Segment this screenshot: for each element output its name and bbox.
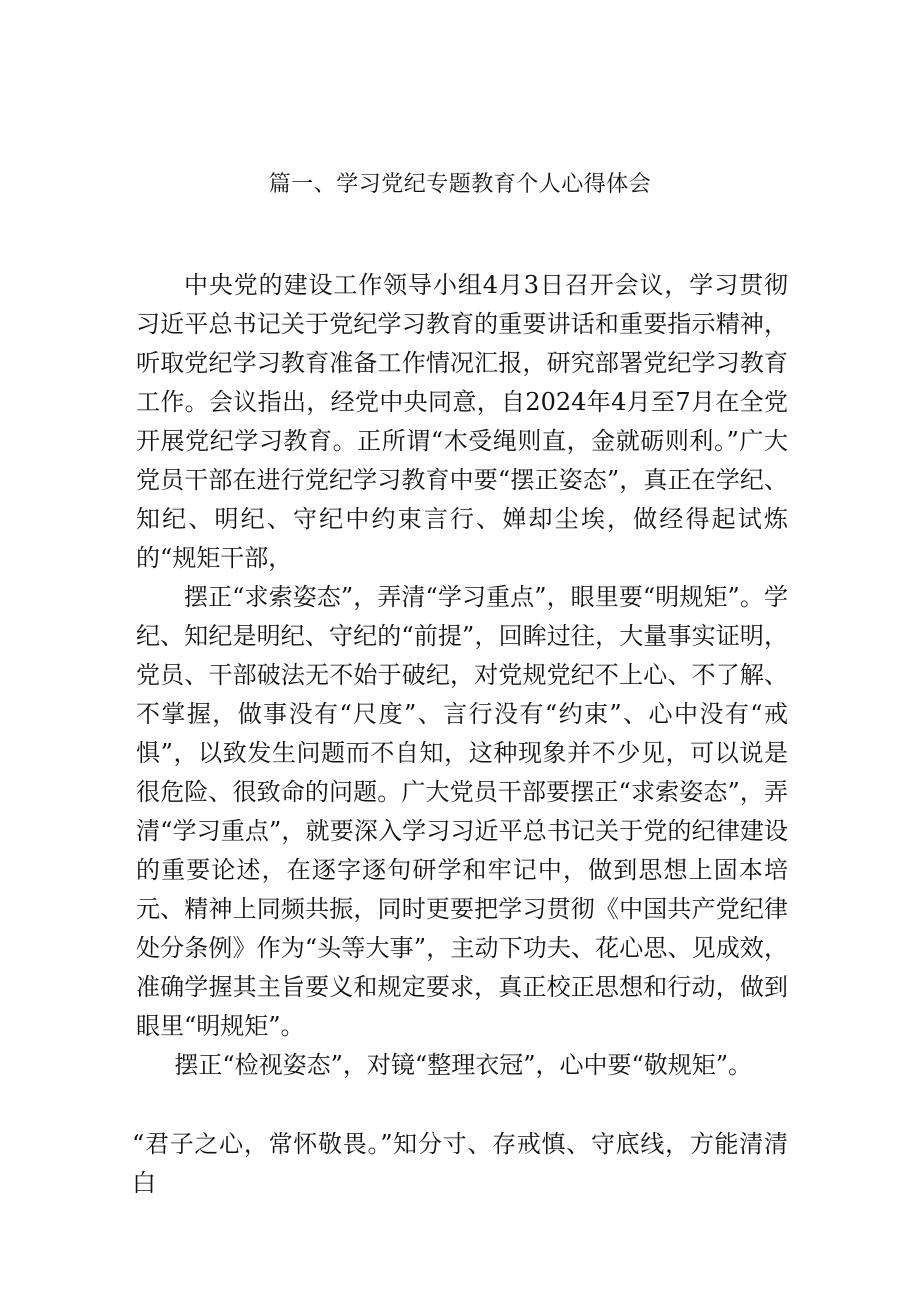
paragraph-gentleman-quote: “君子之心，常怀敬畏。”知分寸、存戒慎、守底线，方能清清白 [132, 1130, 788, 1197]
paragraph-inspection-attitude: 摆正“检视姿态”，对镜“整理衣冠”，心中要“敬规矩”。 [174, 1051, 753, 1079]
document-body [132, 266, 788, 1203]
paragraph-seeking-attitude: 摆正“求索姿态”，弄清“学习重点”，眼里要“明规矩”。学纪、知纪是明纪、守纪的“前提”，回眸过往，大量事实证明，党员、干部破法无不始于破纪，对党规党纪不上心、不了解、不掌握，做事没有“尺度”、言行没有“约束”、心中没有“戒惧”，以致发生问题而不自知，这种现象并不少见，可以说是很危险、很致命的问题。广大党员干部要摆正“求索姿态”，弄清“学习重点”，就要深入学习习近平总书记关于党的纪律建设的重要论述，在逐字逐句研学和牢记中，做到思想上固本培元、精神上同频共振，同时更要把学习贯彻《中国共产党纪律处分条例》作为“头等大事”，主动下功夫、花心思、见成效，准确学握其主旨要义和规定要求，真正校正思想和行动，做到眼里“明规矩”。 [136, 583, 788, 1040]
paragraph-meeting-intro: 中央党的建设工作领导小组4月3日召开会议，学习贯彻习近平总书记关于党纪学习教育的重要讲话和重要指示精神，听取党纪学习教育准备工作情况汇报，研究部署党纪学习教育工作。会议指出，经党中央同意，自2024年4月至7月在全党开展党纪学习教育。正所谓“木受绳则直，金就砺则利。”广大党员干部在进行党纪学习教育中要“摆正姿态”，真正在学纪、知纪、明纪、守纪中约束言行、婵却尘埃，做经得起试炼的“规矩干部， [136, 271, 788, 572]
document-title: 篇一、学习党纪专题教育个人心得体会 [268, 172, 652, 197]
